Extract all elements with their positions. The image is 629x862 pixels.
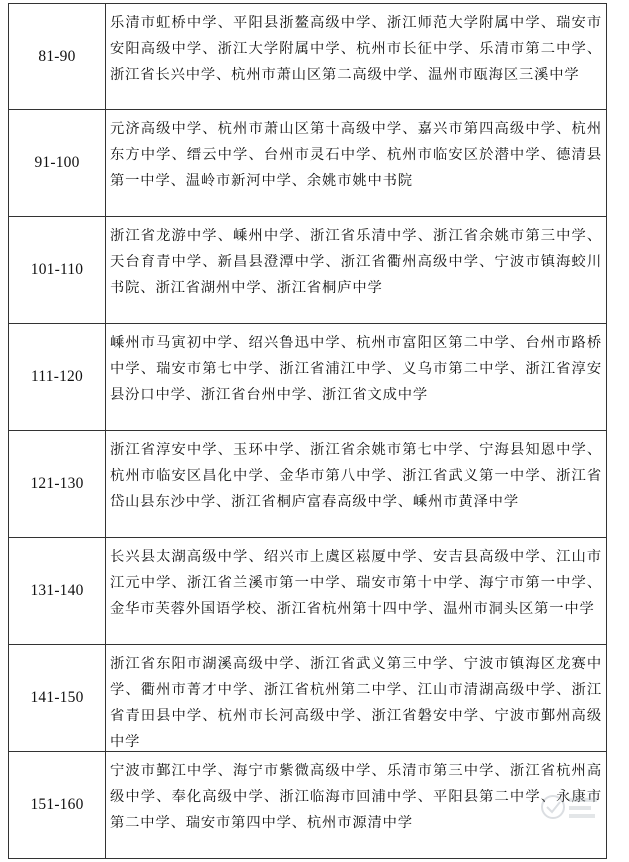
table-row — [9, 538, 607, 645]
ranking-table — [8, 3, 607, 859]
rank-range: 151-160 — [9, 752, 106, 858]
table-row — [9, 4, 607, 110]
school-list: 浙江省东阳市湖溪高级中学、浙江省武义第三中学、宁波市镇海区龙赛中学、衢州市菁才中学、浙江省杭州第二中学、江山市清湖高级中学、浙江省青田县中学、杭州市长河高级中学、浙江省磐安中学、宁波市鄞州高级中学 — [110, 656, 602, 750]
table-row — [9, 324, 607, 431]
school-list: 浙江省龙游中学、嵊州中学、浙江省乐清中学、浙江省余姚市第三中学、天台育青中学、新昌县澄潭中学、浙江省衢州高级中学、宁波市镇海蛟川书院、浙江省湖州中学、浙江省桐庐中学 — [110, 228, 602, 296]
table-row — [9, 645, 607, 752]
rank-range: 121-130 — [9, 431, 106, 537]
table-row — [9, 431, 607, 538]
school-list: 乐清市虹桥中学、平阳县浙鳌高级中学、浙江师范大学附属中学、瑞安市安阳高级中学、浙江大学附属中学、杭州市长征中学、乐清市第二中学、浙江省长兴中学、杭州市萧山区第二高级中学、温州市瓯海区三溪中学 — [110, 15, 602, 83]
table-row — [9, 217, 607, 324]
rank-range: 111-120 — [9, 324, 106, 430]
rank-range: 81-90 — [9, 4, 106, 109]
rank-range: 141-150 — [9, 645, 106, 751]
rank-range: 101-110 — [9, 217, 106, 323]
table-row — [9, 752, 607, 859]
rank-range: 91-100 — [9, 110, 106, 216]
school-list: 宁波市鄞江中学、海宁市紫微高级中学、乐清市第三中学、浙江省杭州高级中学、奉化高级中学、浙江临海市回浦中学、平阳县第二中学、永康市第二中学、瑞安市第四中学、杭州市源清中学 — [110, 763, 602, 831]
school-list: 元济高级中学、杭州市萧山区第十高级中学、嘉兴市第四高级中学、杭州东方中学、缙云中学、台州市灵石中学、杭州市临安区於潜中学、德清县第一中学、温岭市新河中学、余姚市姚中书院 — [110, 121, 602, 189]
watermark-logo-icon — [539, 788, 603, 826]
table-row — [9, 110, 607, 217]
school-list: 长兴县太湖高级中学、绍兴市上虞区崧厦中学、安吉县高级中学、江山市江元中学、浙江省兰溪市第一中学、瑞安市第十中学、海宁市第一中学、金华市芙蓉外国语学校、浙江省杭州第十四中学、温州市洞头区第一中学 — [110, 549, 602, 617]
school-list: 嵊州市马寅初中学、绍兴鲁迅中学、杭州市富阳区第二中学、台州市路桥中学、瑞安市第七中学、浙江省浦江中学、义乌市第二中学、浙江省淳安县汾口中学、浙江省台州中学、浙江省文成中学 — [110, 335, 602, 403]
school-list: 浙江省淳安中学、玉环中学、浙江省余姚市第七中学、宁海县知恩中学、杭州市临安区昌化中学、金华市第八中学、浙江省武义第一中学、浙江省岱山县东沙中学、浙江省桐庐富春高级中学、嵊州市黄泽中学 — [110, 442, 602, 510]
rank-range: 131-140 — [9, 538, 106, 644]
